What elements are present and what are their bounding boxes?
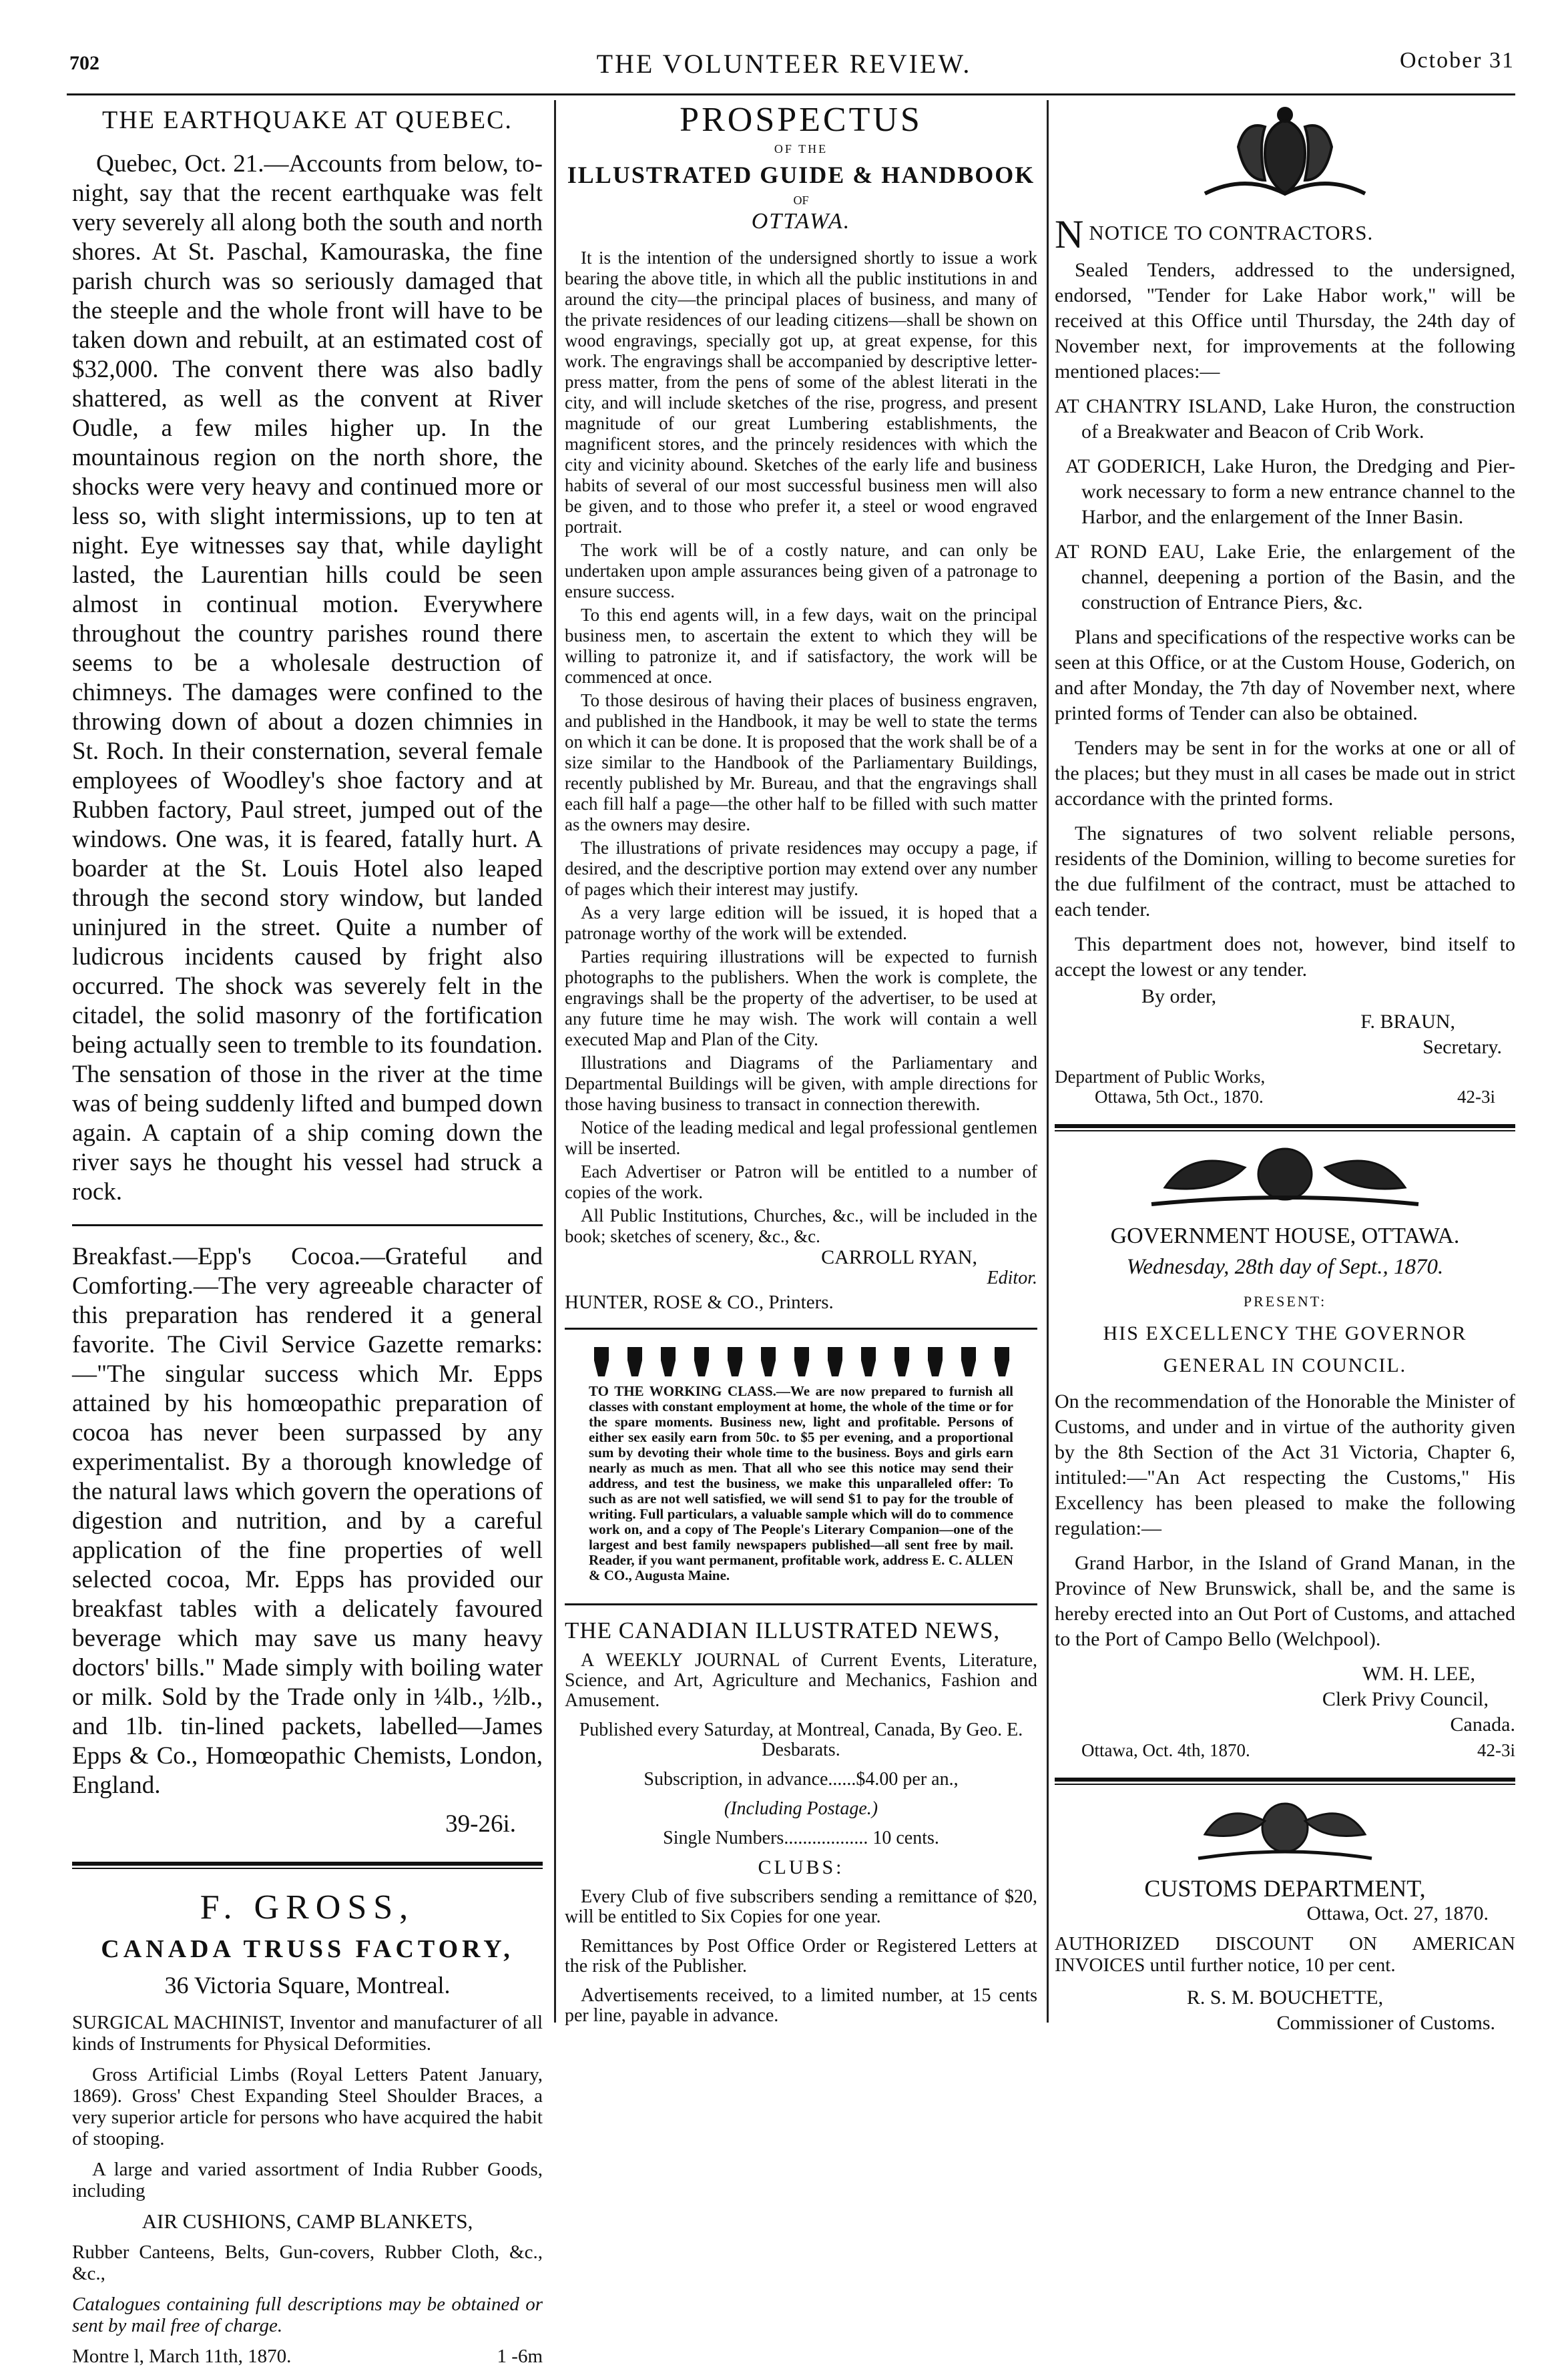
working-class-ad <box>589 1339 1013 1589</box>
prospectus-p11: All Public Institutions, Churches, &c., will be included in the book; sketches of scenery, &c., &c. <box>565 1206 1037 1246</box>
news-p5: Single Numbers.................. 10 cents. <box>663 1828 939 1848</box>
contractors-ref: 42-3i <box>1457 1087 1495 1107</box>
prospectus-p9: Notice of the leading medical and legal professional gentlemen will be inserted. <box>565 1117 1037 1158</box>
gross-p6: Catalogues containing full descriptions may be obtained or sent by mail free of charge. <box>72 2294 543 2336</box>
column-rule-1 <box>554 100 556 2023</box>
prospectus-h1: PROSPECTUS <box>680 101 923 139</box>
gross-factory: CANADA TRUSS FACTORY, <box>101 1935 514 1963</box>
government-p2: Grand Harbor, in the Island of Grand Manan, in the Province of New Brunswick, shall be, and the same is hereby erected into an Out Port of Customs, and attached to the Port of Campo Bello (Welchpool). <box>1055 1552 1515 1650</box>
contractors-p3: AT GODERICH, Lake Huron, the Dredging and Pier-work necessary to form a new entrance channel to the Harbor, and the enlargement of the Inner Basin. <box>1065 455 1515 528</box>
header-rule <box>67 93 1515 95</box>
customs-heading: CUSTOMS DEPARTMENT, <box>1144 1875 1426 1902</box>
prospectus-p6: As a very large edition will be issued, it is hoped that a patronage worthy of the work will be extended. <box>565 902 1037 943</box>
contractors-dept: Department of Public Works, <box>1055 1067 1266 1087</box>
gross-p4: AIR CUSHIONS, CAMP BLANKETS, <box>142 2209 473 2233</box>
prospectus-p3: To this end agents will, in a few days, wait on the principal business men, to ascertain the extent to which they will be willing to patronize it, and if satisfactory, the work will be commenced at once. <box>565 605 1037 687</box>
news-p2: Published every Saturday, at Montreal, Canada, By Geo. E. Desbarats. <box>579 1720 1023 1760</box>
gross-footer-left: Montre l, March 11th, 1870. <box>72 2346 292 2367</box>
government-signer: WM. H. LEE, <box>1362 1663 1475 1685</box>
cocoa-ref: 39-26i. <box>445 1810 516 1838</box>
government-date: Wednesday, 28th day of Sept., 1870. <box>1126 1255 1444 1279</box>
government-canada: Canada. <box>1450 1714 1515 1736</box>
government-p1: On the recommendation of the Honorable the Minister of Customs, and under and in virtue of the authority given by the 8th Section of the Act 31 Victoria, Chapter 6, intituled:—"An Act respecting the Customs," His Excellency has been pleased to make the following regulation:— <box>1055 1390 1515 1539</box>
article-divider <box>72 1224 543 1226</box>
government-present: PRESENT: <box>1243 1293 1327 1310</box>
prospectus-h2: OF THE <box>774 142 828 156</box>
government-divider <box>1055 1124 1515 1131</box>
earthquake-article: Quebec, Oct. 21.—Accounts from below, to-night, say that the recent earthquake was felt very severely all along both the south and north shores. At St. Paschal, Kamouraska, the fine parish church was so seriously damaged that the steeple and the whole front will have to be taken down and rebuilt, at an estimated cost of $32,000. The convent there was also badly shattered, as well as the convent at River Oudle, a few miles higher up. In the mountainous region on the north shore, the shocks were very heavy and continued more or less so, with slight intermissions, up to ten at night. Eye witnesses say that, while daylight lasted, the Laurentian hills could be seen almost in continual motion. Everywhere throughout the country parishes round there seems to be a wholesale destruction of chimneys. The damages were confined to the throwing down of about a dozen chimnies in St. Roch. In their consternation, several female employees of Woodley's shoe factory and at Rubben factory, Paul street, jumped out of the windows. One was, it is feared, fatally hurt. A boarder at the St. Louis Hotel also leaped through the second story window, but landed uninjured in the street. Quite a number of ludicrous incidents caused by fright also occurred. The shock was severely felt in the citadel, the solid masonry of the fortification being actually seen to tremble to its foundation. The sensation of those in the river at the time was of being suddenly lifted and bumped down again. A captain of a ship coming down the river says he thought his vessel had struck a rock. <box>72 150 543 1206</box>
customs-signer: R. S. M. BOUCHETTE, <box>1186 1987 1384 2009</box>
prospectus-h4: OF <box>793 194 809 207</box>
customs-p1: AUTHORIZED DISCOUNT ON AMERICAN INVOICES until further notice, 10 per cent. <box>1055 1933 1515 1976</box>
gross-p5: Rubber Canteens, Belts, Gun-covers, Rubber Cloth, &c., &c., <box>72 2242 543 2284</box>
prospectus-divider <box>565 1328 1037 1330</box>
customs-crest-icon <box>1185 1794 1385 1868</box>
contractors-p7: The signatures of two solvent reliable persons, residents of the Dominion, willing to become sureties for the due fulfilment of the contract, must be attached to each tender. <box>1055 822 1515 920</box>
customs-signer-title: Commissioner of Customs. <box>1276 2012 1495 2034</box>
prospectus-p4: To those desirous of having their places of business engraven, and published in the Handbook, it may be well to state the terms on which it can be done. It is proposed that the work shall be of a size similar to the Handbook of the Parliamentary Buildings, recently published by Mr. Bureau, and that the engravings shall each fill half a page—the other half to be filled with such matter as the owners may desire. <box>565 690 1037 834</box>
royal-crest-icon <box>1138 1141 1432 1214</box>
news-clubs: CLUBS: <box>758 1856 844 1878</box>
contractors-signer: F. BRAUN, <box>1360 1011 1455 1033</box>
column-left <box>72 105 543 2367</box>
gross-p1: SURGICAL MACHINIST, Inventor and manufacturer of all kinds of Instruments for Physical Deformities. <box>72 2012 543 2055</box>
customs-divider <box>1055 1778 1515 1785</box>
news-p1: A WEEKLY JOURNAL of Current Events, Literature, Science, and Art, Agriculture and Mechanics, Fashion and Amusement. <box>565 1650 1037 1711</box>
gross-p3: A large and varied assortment of India Rubber Goods, including <box>72 2159 543 2201</box>
gross-name: F. GROSS, <box>200 1888 415 1926</box>
news-p7: Remittances by Post Office Order or Registered Letters at the risk of the Publisher. <box>565 1936 1037 1977</box>
contractors-dept-date: Ottawa, 5th Oct., 1870. <box>1095 1087 1264 1107</box>
page-number: 702 <box>69 52 99 74</box>
newspaper-title: THE VOLUNTEER REVIEW. <box>596 49 972 79</box>
hands-row-icon <box>589 1344 1013 1379</box>
prospectus-p7: Parties requiring illustrations will be expected to furnish photographs to the publishers. When the work is complete, the engravings shall be the property of the advertiser, to be used at any future time he may wish. The work will contain a well executed Map and Plan of the City. <box>565 947 1037 1049</box>
coat-of-arms-icon <box>1198 107 1372 207</box>
prospectus-p1: It is the intention of the undersigned shortly to issue a work bearing the above title, in which all the public institutions in and around the city—the principal places of business, and many of the private residences of our leading citizens—shall be shown on wood engravings, specially got up, at great expense, for this work. The engravings shall be accompanied by descriptive letter-press matter, from the pens of some of the ablest literati in the city, and will include sketches of the rise, progress, and present magnitude of our great Lumbering establishments, the magnificent stores, and the princely residences with which the city and vicinity abound. Sketches of the early life and business habits of several of our most successful business men will also be given, and to those who prefer it, a steel or wood engraved portrait. <box>565 248 1037 537</box>
prospectus-h5: OTTAWA. <box>751 209 851 234</box>
government-excellency: HIS EXCELLENCY THE GOVERNOR <box>1103 1322 1467 1344</box>
gross-footer-right: 1 -6m <box>497 2346 543 2367</box>
prospectus-p10: Each Advertiser or Patron will be entitled to a number of copies of the work. <box>565 1161 1037 1202</box>
prospectus-p8: Illustrations and Diagrams of the Parliamentary and Departmental Buildings will be given, with ample directions for those having business to transact in connection therewith. <box>565 1053 1037 1114</box>
contractors-p2: AT CHANTRY ISLAND, Lake Huron, the construction of a Breakwater and Beacon of Crib Work. <box>1055 395 1515 443</box>
government-heading: GOVERNMENT HOUSE, OTTAWA. <box>1110 1224 1460 1248</box>
gross-p2: Gross Artificial Limbs (Royal Letters Patent January, 1869). Gross' Chest Expanding Steel Shoulder Braces, a very superior article for persons who have acquired the habit of stooping. <box>72 2064 543 2149</box>
gross-address: 36 Victoria Square, Montreal. <box>164 1972 451 1999</box>
news-p8: Advertisements received, to a limited number, at 15 cents per line, payable in advance. <box>565 1985 1037 2026</box>
government-footer-left: Ottawa, Oct. 4th, 1870. <box>1081 1740 1250 1760</box>
contractors-signer-title: Secretary. <box>1422 1036 1502 1058</box>
contractors-drop-cap: N <box>1055 212 1084 256</box>
news-p4: (Including Postage.) <box>724 1798 878 1819</box>
earthquake-heading: THE EARTHQUAKE AT QUEBEC. <box>102 106 513 134</box>
customs-date: Ottawa, Oct. 27, 1870. <box>1306 1902 1489 1924</box>
government-footer-right: 42-3i <box>1477 1740 1515 1760</box>
news-title: THE CANADIAN ILLUSTRATED NEWS, <box>565 1617 1001 1643</box>
contractors-p4: AT ROND EAU, Lake Erie, the enlargement of the channel, deepening a portion of the Basin, and the construction of Entrance Piers, &c. <box>1055 541 1515 613</box>
government-signer-title: Clerk Privy Council, <box>1322 1688 1489 1710</box>
contractors-order: By order, <box>1141 985 1217 1007</box>
ad-divider <box>72 1862 543 1869</box>
contractors-p8: This department does not, however, bind itself to accept the lowest or any tender. <box>1055 933 1515 981</box>
contractors-heading: NOTICE TO CONTRACTORS. <box>1089 221 1374 244</box>
working-class-text: TO THE WORKING CLASS.—We are now prepared to furnish all classes with constant employment at home, the whole of the time or for the spare moments. Business new, light and profitable. Persons of either sex easily earn from 50c. to $5 per evening, and a proportional sum by devoting their whole time to the business. Boys and girls earn nearly as much as men. That all who see this notice may send their address, and test the business, we make this unparalleled offer: To such as are not well satisfied, we will send $1 to pay for the trouble of writing. Full particulars, a valuable sample which will do to commence work on, and a copy of The People's Literary Companion—one of the largest and best family newspapers published—all sent free by mail. Reader, if you want permanent, profitable work, address E. C. ALLEN & CO., Augusta Maine. <box>589 1383 1013 1583</box>
news-p6: Every Club of five subscribers sending a remittance of $20, will be entitled to Six Copies for one year. <box>565 1886 1037 1927</box>
contractors-p1: Sealed Tenders, addressed to the undersigned, endorsed, "Tender for Lake Habor work," will be received at this Office until Thursday, the 24th day of November next, for improvements at the following mentioned places:— <box>1055 259 1515 382</box>
prospectus-editor: CARROLL RYAN, <box>821 1246 977 1268</box>
contractors-p5: Plans and specifications of the respective works can be seen at this Office, or at the Custom House, Goderich, on and after Monday, the 7th day of November next, where printed forms of Tender can also be obtained. <box>1055 626 1515 724</box>
prospectus-p5: The illustrations of private residences may occupy a page, if desired, and the descriptive portion may extend over any number of pages which their interest may justify. <box>565 838 1037 899</box>
prospectus-editor-role: Editor. <box>987 1268 1037 1288</box>
column-right <box>1055 107 1515 2034</box>
government-council: GENERAL IN COUNCIL. <box>1163 1354 1407 1376</box>
news-divider <box>565 1603 1037 1605</box>
contractors-p6: Tenders may be sent in for the works at one or all of the places; but they must in all cases be made out in strict accordance with the printed forms. <box>1055 737 1515 810</box>
issue-date: October 31 <box>1399 48 1515 73</box>
prospectus-h3: ILLUSTRATED GUIDE & HANDBOOK <box>567 162 1035 188</box>
cocoa-article: Breakfast.—Epp's Cocoa.—Grateful and Comforting.—The very agreeable character of this preparation has rendered it a general favorite. The Civil Service Gazette remarks:—"The singular success which Mr. Epps attained by his homœopathic preparation of cocoa has never been surpassed by any experimentalist. By a thorough knowledge of the natural laws which govern the operations of digestion and nutrition, and by a careful application of the fine properties of well selected cocoa, Mr. Epps has provided our breakfast tables with a delicately favoured beverage which may save us many heavy doctors' bills." Made simply with boiling water or milk. Sold by the Trade only in ¼lb., ½lb., and 1lb. tin-lined packets, labelled—James Epps & Co., Homœopathic Chemists, London, England. <box>72 1243 543 1799</box>
news-p3: Subscription, in advance......$4.00 per an., <box>643 1769 959 1790</box>
column-middle <box>565 101 1037 2024</box>
prospectus-printers: HUNTER, ROSE & CO., Printers. <box>565 1292 834 1313</box>
column-rule-2 <box>1047 100 1049 2023</box>
prospectus-p2: The work will be of a costly nature, and can only be undertaken upon ample assurances being given of a patronage to ensure success. <box>565 540 1037 601</box>
